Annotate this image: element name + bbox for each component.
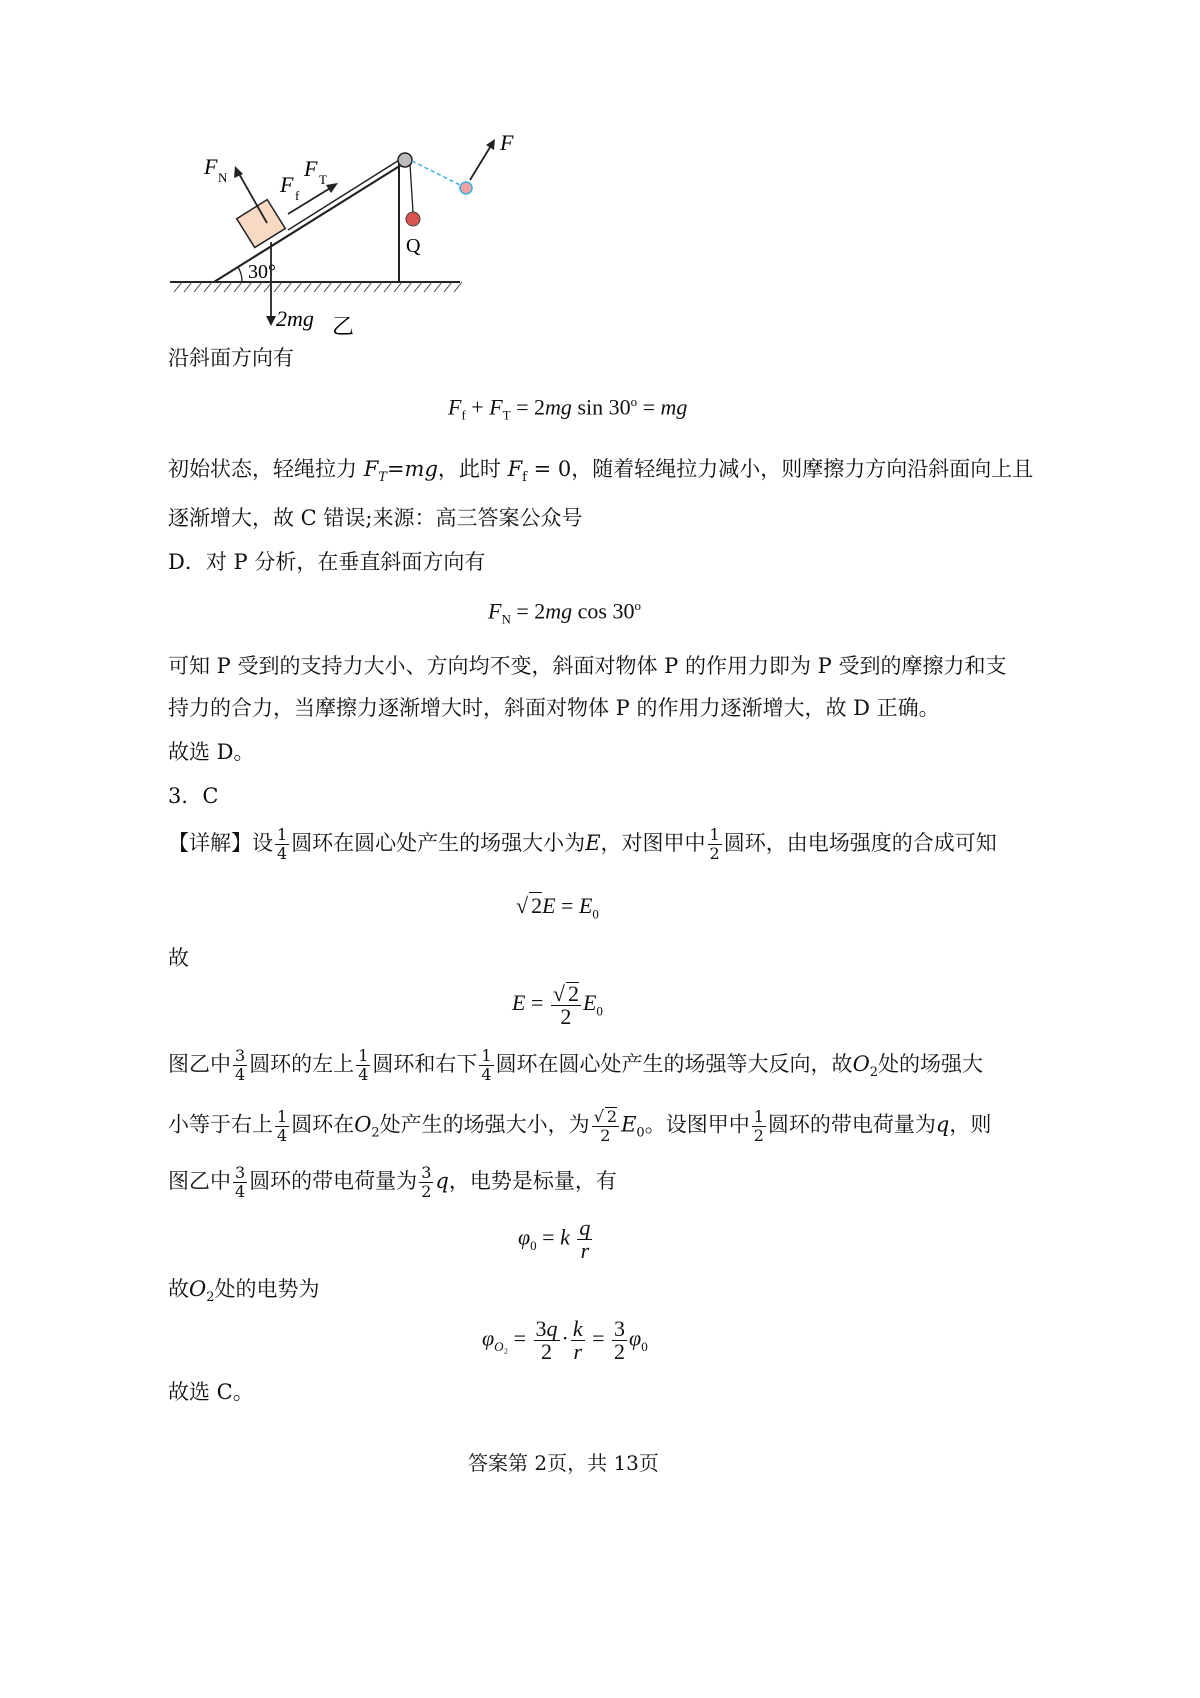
angle-arc xyxy=(238,267,242,282)
label-q: Q xyxy=(406,235,421,257)
text-line: 逐渐增大，故 C 错误;来源：高三答案公众号 xyxy=(168,506,583,530)
text-line: 初始状态，轻绳拉力 $F_T=mg$，此时 $F_f = 0$，随着轻绳拉力减小，则摩擦力方向沿斜面向上且 xyxy=(168,457,1034,486)
text-line: 【详解】设 $\frac{1}{4}$ 圆环在圆心处产生的场强大小为E，对图甲中 $\frac{1}{2}$ 圆环，由电场强度的合成可知 xyxy=(168,825,997,863)
text-line: 持力的合力，当摩擦力逐渐增大时，斜面对物体 P 的作用力逐渐增大，故 D 正确。 xyxy=(168,696,940,720)
equation-1: $F_f + F_T = 2mg$ $\sin 30^o$ = mg xyxy=(448,394,688,423)
dashed-string xyxy=(412,161,462,186)
label-caption: 乙 xyxy=(332,314,355,339)
label-weight: 2mg xyxy=(276,306,314,331)
arrow-f xyxy=(470,144,492,180)
ground-hatch xyxy=(174,282,462,292)
label-f: F xyxy=(500,130,514,155)
text-line: 故选 D。 xyxy=(168,740,255,764)
text-line: 小等于右上 $\frac{1}{4}$ 圆环在$O_2$处产生的场强大小，为 $\frac{√ 2}{2}$ $E_0$。设图甲中 $\frac{1}{2}$ 圆环的带电荷量为q，则 xyxy=(168,1106,992,1145)
text-line: 故 xyxy=(168,946,189,970)
text-line: 故选 C。 xyxy=(168,1380,254,1404)
ball-moved xyxy=(460,182,472,194)
equation-4: E = $\frac{√ 2}{2}$ $E_0$ xyxy=(512,981,603,1029)
text-line: 3．C xyxy=(168,784,219,808)
equation-6: $\varphi_{O_2}$ = $\frac{3q}{2}$ · $\frac{k}{r}$ = $\frac{3}{2}$ $\varphi_0$ xyxy=(482,1316,648,1364)
text-line: 图乙中 $\frac{3}{4}$ 圆环的带电荷量为 $\frac{3}{2}$ q，电势是标量，有 xyxy=(168,1163,617,1201)
text-line: D．对 P 分析，在垂直斜面方向有 xyxy=(168,550,486,574)
text-line: 图乙中 $\frac{3}{4}$ 圆环的左上 $\frac{1}{4}$ 圆环和右下 $\frac{1}{4}$ 圆环在圆心处产生的场强等大反向，故$O_2$处的场强大 xyxy=(168,1046,984,1084)
block-p xyxy=(237,200,286,248)
equation-2: $F_N = 2mg$ cos 30$^o$ xyxy=(488,598,641,627)
page-footer: 答案第 2页，共 13页 xyxy=(468,1451,659,1475)
label-ff: F xyxy=(280,172,294,197)
svg-text:N: N xyxy=(218,170,228,185)
text-line: 沿斜面方向有 xyxy=(168,346,294,370)
string-q xyxy=(410,164,413,212)
label-fn: F xyxy=(204,154,218,179)
force-diagram xyxy=(170,130,570,370)
label-ft: F xyxy=(304,156,318,181)
text-line: 可知 P 受到的支持力大小、方向均不变，斜面对物体 P 的作用力即为 P 受到的摩擦力和支 xyxy=(168,654,1007,678)
text-line: 故$O_2$处的电势为 xyxy=(168,1277,320,1306)
equation-3: √ $2E = E_0$ xyxy=(516,893,599,922)
ball-q xyxy=(406,212,420,226)
svg-text:T: T xyxy=(319,172,327,187)
svg-text:f: f xyxy=(295,188,300,203)
label-angle: 30° xyxy=(248,261,276,283)
equation-5: $\varphi_0 = k$ $\frac{q}{r}$ xyxy=(518,1215,591,1263)
